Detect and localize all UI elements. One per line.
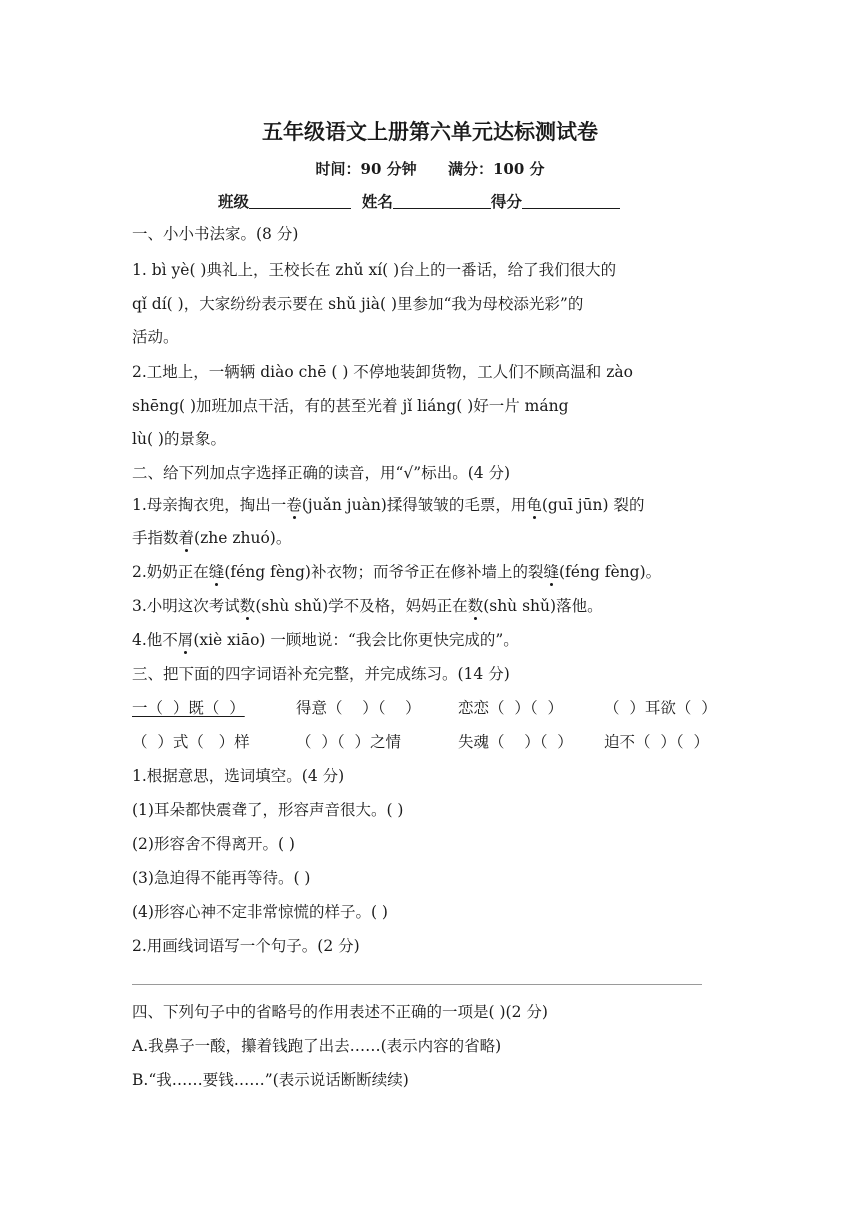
s1-q2-line1: 2.工地上，一辆辆 diào chē ( ) 不停地装卸货物，工人们不顾高温和 zào bbox=[132, 363, 633, 381]
dotted-char: 缝 bbox=[208, 563, 225, 581]
s3-sub2-heading: 2.用画线词语写一个句子。(2 分) bbox=[132, 937, 360, 955]
s3-sub1-heading: 1.根据意思，选词填空。(4 分) bbox=[132, 767, 345, 785]
s1-q1-line2: qǐ dí( )，大家纷纷表示要在 shǔ jià( )里参加“我为母校添光彩”的 bbox=[132, 295, 584, 313]
dotted-char: 卷 bbox=[286, 496, 302, 514]
idiom-underlined: 一（ ）既（ ） bbox=[132, 699, 245, 717]
section-1-heading: 一、小小书法家。(8 分) bbox=[132, 225, 299, 243]
student-info-fields bbox=[218, 190, 620, 212]
s1-q1-line3: 活动。 bbox=[132, 328, 179, 346]
answer-line[interactable] bbox=[132, 984, 702, 985]
idiom-item: 失魂（ ）（ ） bbox=[458, 733, 573, 751]
s4-option-a: A.我鼻子一酸，攥着钱跑了出去……(表示内容的省略) bbox=[132, 1037, 502, 1055]
idiom-row-1 bbox=[132, 698, 732, 718]
idiom-item: 得意（ ）（ ） bbox=[296, 699, 421, 717]
s2-q3: 3.小明这次考试数(shù shǔ)学不及格，妈妈正在数(shù shǔ)落他。 bbox=[132, 597, 603, 615]
idiom-item: （ ）（ ）之情 bbox=[296, 733, 401, 751]
score-label: 得分 bbox=[490, 192, 522, 211]
s2-q4: 4.他不屑(xiè xiāo) 一顾地说：“我会比你更快完成的”。 bbox=[132, 631, 519, 649]
s3-sub1-item: (1)耳朵都快震聋了，形容声音很大。( ) bbox=[132, 801, 404, 819]
dotted-char: 数 bbox=[467, 597, 484, 615]
class-blank[interactable] bbox=[249, 192, 351, 209]
s3-sub1-item: (3)急迫得不能再等待。( ) bbox=[132, 869, 311, 887]
dotted-char: 缝 bbox=[543, 563, 559, 581]
s1-q1-line1: 1. bì yè( )典礼上，王校长在 zhǔ xí( )台上的一番话，给了我们很大的 bbox=[132, 261, 617, 279]
time-score-info: 时间：90 分钟 满分：100 分 bbox=[315, 160, 545, 178]
dotted-char: 龟 bbox=[526, 496, 542, 514]
dotted-char: 着 bbox=[178, 529, 195, 547]
idiom-row-2 bbox=[132, 732, 732, 752]
s1-q2-line3: lù( )的景象。 bbox=[132, 430, 226, 448]
name-label: 姓名 bbox=[361, 192, 393, 211]
idiom-item: （ ）式（ ）样 bbox=[132, 733, 250, 751]
idiom-item: （ ）耳欲（ ） bbox=[604, 699, 717, 717]
section-3-heading: 三、把下面的四字词语补充完整，并完成练习。(14 分) bbox=[132, 665, 510, 683]
s1-q2-line2: shēng( )加班加点干活，有的甚至光着 jǐ liáng( )好一片 máng bbox=[132, 397, 569, 415]
idiom-item: 迫不（ ）（ ） bbox=[604, 733, 709, 751]
dotted-char: 屑 bbox=[177, 631, 194, 649]
s3-sub1-item: (4)形容心神不定非常惊慌的样子。( ) bbox=[132, 903, 388, 921]
s2-q1-line1: 1.母亲掏衣兜，掏出一卷(juǎn juàn)揉得皱皱的毛票，用龟(guī jūn) 裂的 bbox=[132, 496, 645, 514]
name-blank[interactable] bbox=[393, 192, 491, 209]
class-label: 班级 bbox=[218, 192, 250, 211]
s3-sub1-item: (2)形容舍不得离开。( ) bbox=[132, 835, 295, 853]
section-2-heading: 二、给下列加点字选择正确的读音，用“√”标出。(4 分) bbox=[132, 464, 511, 482]
score-blank[interactable] bbox=[522, 192, 620, 209]
section-4-heading: 四、下列句子中的省略号的作用表述不正确的一项是( )(2 分) bbox=[132, 1003, 548, 1021]
dotted-char: 数 bbox=[239, 597, 256, 615]
s2-q2: 2.奶奶正在缝(féng fèng)补衣物；而爷爷正在修补墙上的裂缝(féng fèng)。 bbox=[132, 563, 662, 581]
page-title: 五年级语文上册第六单元达标测试卷 bbox=[262, 120, 598, 144]
s4-option-b: B.“我……要钱……”(表示说话断断续续) bbox=[132, 1071, 409, 1089]
idiom-item: 恋恋（ ）（ ） bbox=[458, 699, 563, 717]
s2-q1-line2: 手指数着(zhe zhuó)。 bbox=[132, 529, 292, 547]
